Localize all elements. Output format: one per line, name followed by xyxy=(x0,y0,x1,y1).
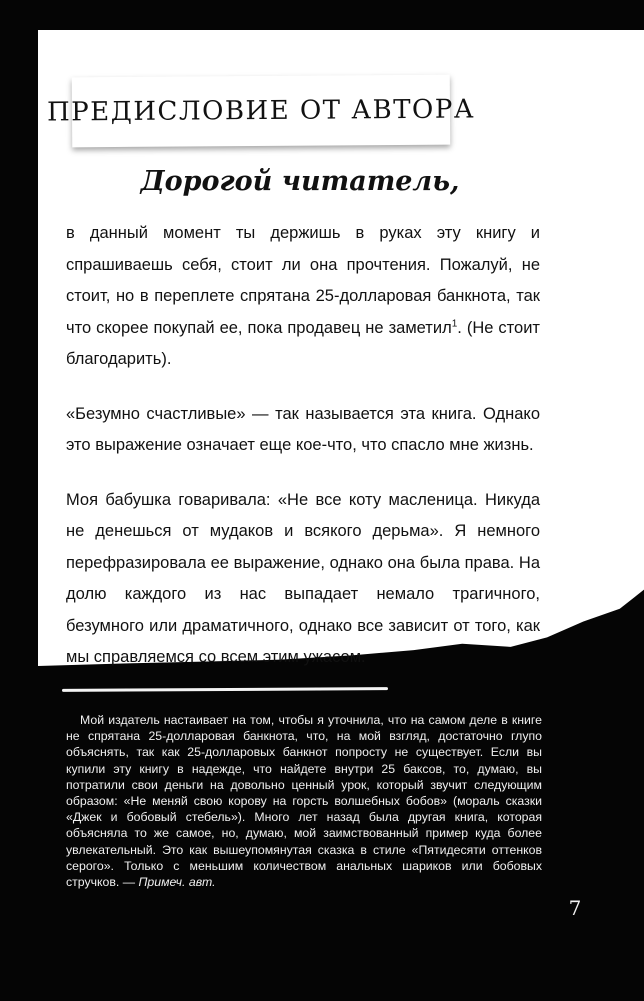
paragraph xyxy=(66,218,540,376)
footnote-text: Мой издатель настаивает на том, чтобы я уточнила, что на самом деле в книге не спрятана 25-долларовая банкнота, что, на мой взгляд, достаточно глупо объяснять, так как 25-долларовых банкнот попросту не существует. Если вы купили эту книгу в надежде, что найдете внутри 25 баксов, то, думаю, вы потратили свои деньги на довольно ценный урок, который звучит следующим образом: «Не меняй свою корову на горсть волшебных бобов» (мораль сказки «Джек и бобовый стебель»). Много лет назад была другая книга, которая объясняла то же самое, но, думаю, мой заимствованный пример куда более увлекательный. Это как вышеупомянутая сказка в стиле «Пятидесяти оттенков серого». Только с меньшим количеством анальных шариков или бобовых стручков. — xyxy=(66,713,542,890)
heading-label xyxy=(46,75,476,148)
footnote-marker: 1 xyxy=(451,318,458,329)
body-text xyxy=(66,218,540,697)
paragraph-text: . (Не стоит благодарить). xyxy=(66,318,540,368)
paragraph: Моя бабушка говаривала: «Не все коту масленица. Никуда не денешься от мудаков и всякого дерьма». Я немного перефразировала ее выражение, однако она была права. На долю каждого из нас выпадает немало трагичного, безумного или драматичного, однако все зависит от того, как мы справляемся со всем этим ужасом. xyxy=(66,490,540,666)
page-number: 7 xyxy=(568,896,582,920)
page-title: ПРЕДИСЛОВИЕ ОТ АВТОРА xyxy=(46,94,476,128)
paragraph-text: в данный момент ты держишь в руках эту книгу и спрашиваешь себя, стоит ли она прочтения. Пожалуй, не стоит, но в переплете спрятана 25-долларовая банкнота, так что скорее покупай ее, пока продавец не заметил xyxy=(66,224,540,337)
footnote xyxy=(66,712,542,890)
footnote-attribution: Примеч. авт. xyxy=(138,875,216,890)
greeting: Дорогой читатель, xyxy=(140,166,460,197)
paragraph: «Безумно счастливые» — так называется эта книга. Однако это выражение означает еще кое-что, что спасло мне жизнь. xyxy=(66,404,540,454)
